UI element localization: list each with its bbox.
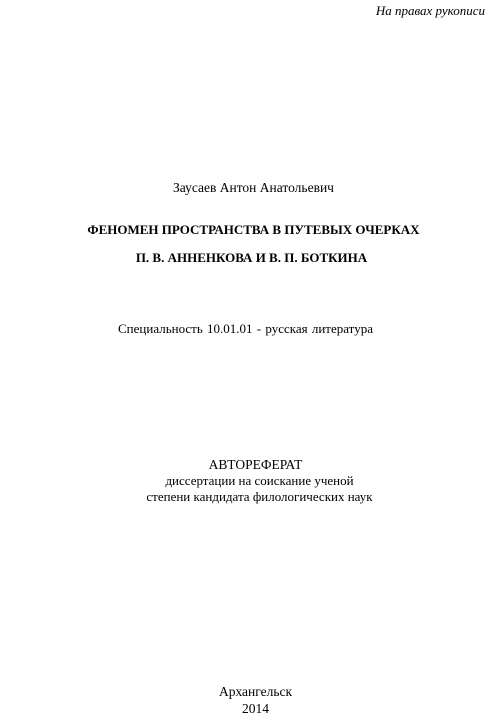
abstract-description-line-1: диссертации на соискание ученой (165, 473, 354, 488)
dissertation-title-line-2: П. В. АННЕНКОВА И В. П. БОТКИНА (135, 250, 368, 265)
dissertation-title-line-1: ФЕНОМЕН ПРОСТРАНСТВА В ПУТЕВЫХ ОЧЕРКАХ (87, 222, 420, 237)
rights-notice: На правах рукописи (375, 3, 485, 18)
abstract-description-line-2: степени кандидата филологических наук (146, 489, 373, 504)
city-name: Архангельск (218, 684, 293, 699)
specialty-line: Специальность 10.01.01 - русская литература (118, 321, 373, 336)
author-name: Заусаев Антон Анатольевич (173, 180, 334, 195)
publication-year: 2014 (242, 701, 269, 716)
abstract-heading: АВТОРЕФЕРАТ (208, 457, 303, 472)
